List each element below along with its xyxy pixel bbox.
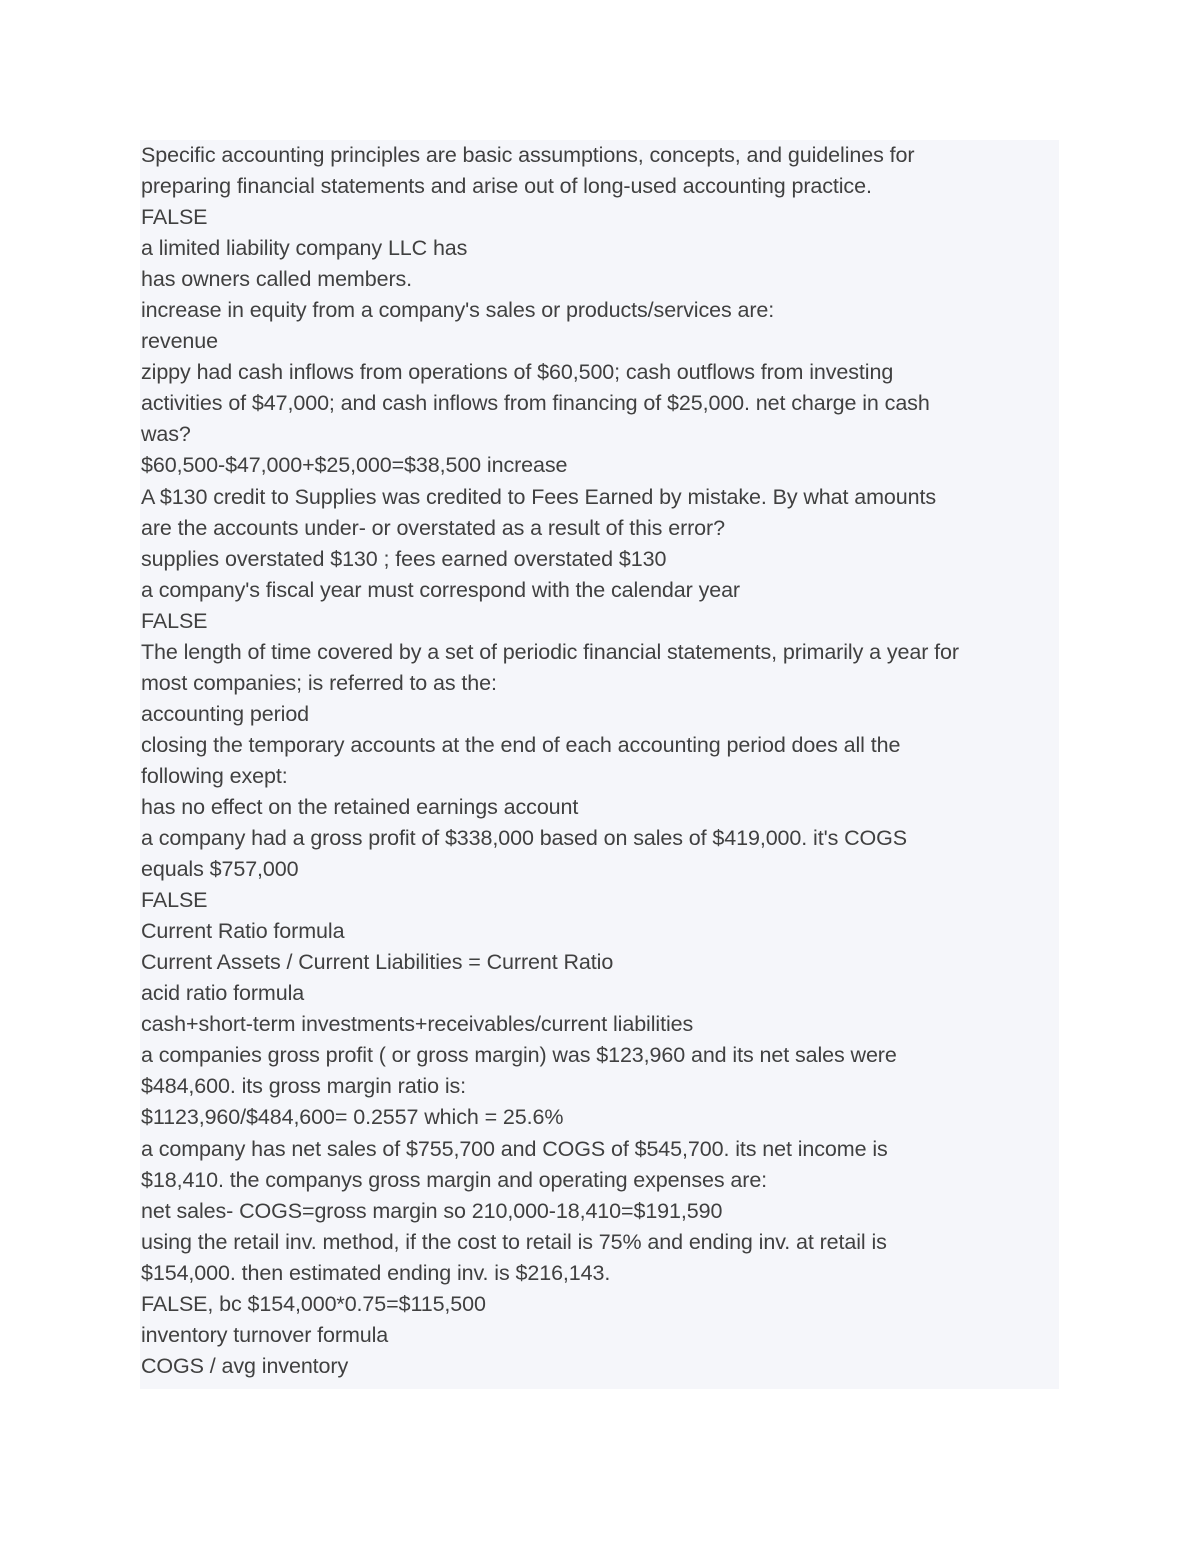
text-line: a company has net sales of $755,700 and COGS of $545,700. its net income is	[141, 1136, 888, 1161]
text-line: has no effect on the retained earnings account	[141, 794, 579, 819]
text-line: Specific accounting principles are basic assumptions, concepts, and guidelines for	[141, 143, 915, 167]
text-line: a limited liability company LLC has	[141, 236, 468, 261]
text-line: The length of time covered by a set of periodic financial statements, primarily a year for	[141, 639, 959, 664]
text-line: $1123,960/$484,600= 0.2557 which = 25.6%	[141, 1105, 564, 1130]
text-line: following exept:	[141, 763, 288, 788]
text-line: are the accounts under- or overstated as a result of this error?	[141, 515, 725, 540]
text-line: has owners called members.	[141, 267, 413, 292]
text-line: supplies overstated $130 ; fees earned overstated $130	[141, 546, 667, 571]
text-line: was?	[141, 422, 191, 447]
text-line: $60,500-$47,000+$25,000=$38,500 increase	[141, 453, 568, 478]
text-line: a company had a gross profit of $338,000 based on sales of $419,000. it's COGS	[141, 826, 908, 851]
text-line: increase in equity from a company's sales or products/services are:	[141, 298, 775, 323]
text-line: most companies; is referred to as the:	[141, 670, 497, 695]
text-line: COGS / avg inventory	[141, 1353, 349, 1378]
text-line: FALSE	[141, 205, 208, 230]
text-line: FALSE, bc $154,000*0.75=$115,500	[141, 1291, 486, 1316]
text-line: $18,410. the companys gross margin and operating expenses are:	[141, 1167, 768, 1192]
text-line: equals $757,000	[141, 857, 299, 882]
text-line: Current Assets / Current Liabilities = Current Ratio	[141, 950, 614, 975]
text-line: preparing financial statements and arise out of long-used accounting practice.	[141, 174, 872, 199]
text-line: accounting period	[141, 701, 310, 726]
text-line: acid ratio formula	[141, 981, 305, 1006]
text-line: FALSE	[141, 608, 208, 633]
text-line: inventory turnover formula	[141, 1322, 389, 1347]
text-line: $484,600. its gross margin ratio is:	[141, 1074, 467, 1099]
text-line: a companies gross profit ( or gross margin) was $123,960 and its net sales were	[141, 1043, 897, 1068]
text-line: activities of $47,000; and cash inflows from financing of $25,000. net charge in cash	[141, 391, 930, 416]
text-line: FALSE	[141, 888, 208, 913]
text-line: cash+short-term investments+receivables/current liabilities	[141, 1012, 694, 1037]
text-line: Current Ratio formula	[141, 919, 345, 944]
text-line: $154,000. then estimated ending inv. is $216,143.	[141, 1260, 611, 1285]
text-line: revenue	[141, 329, 218, 354]
study-notes-text-block	[140, 140, 1059, 1389]
text-line: A $130 credit to Supplies was credited to Fees Earned by mistake. By what amounts	[141, 484, 936, 509]
text-line: closing the temporary accounts at the end of each accounting period does all the	[141, 732, 901, 757]
text-line: a company's fiscal year must correspond with the calendar year	[141, 577, 740, 602]
text-line: using the retail inv. method, if the cost to retail is 75% and ending inv. at retail is	[141, 1229, 887, 1254]
text-line: net sales- COGS=gross margin so 210,000-18,410=$191,590	[141, 1198, 723, 1223]
text-line: zippy had cash inflows from operations of $60,500; cash outflows from investing	[141, 360, 894, 385]
